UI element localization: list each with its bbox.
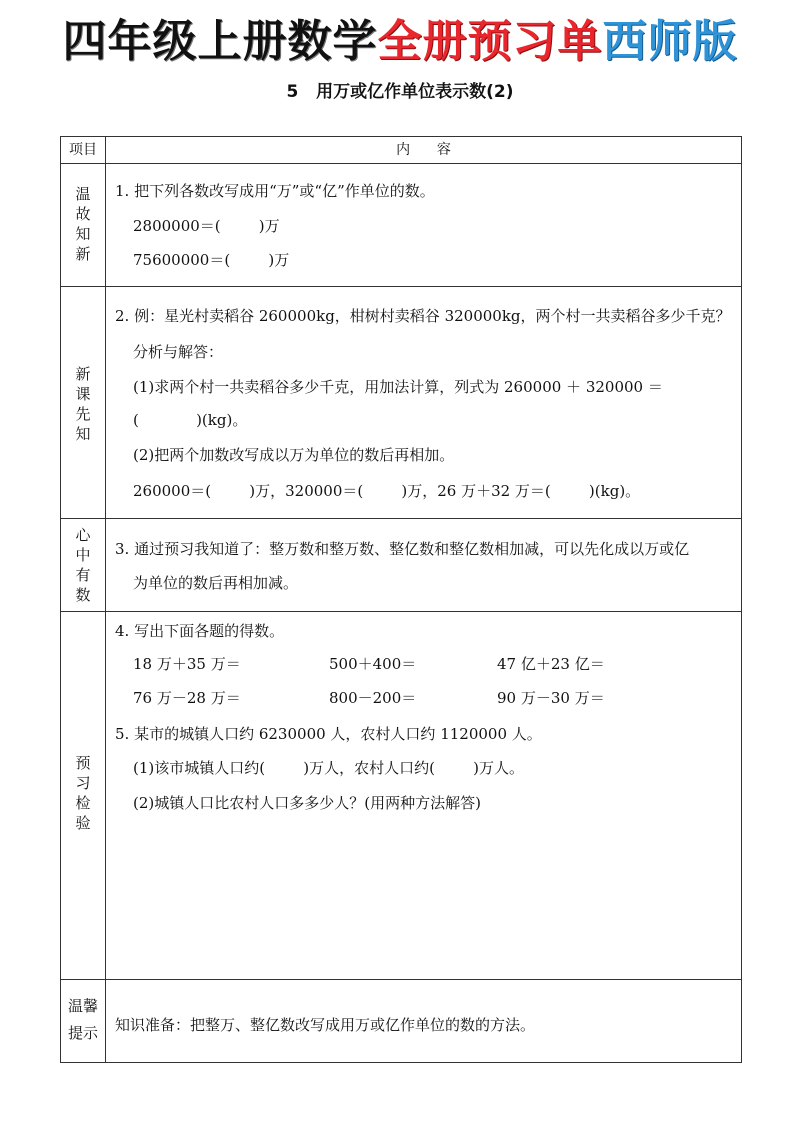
question-5: 5. 某市的城镇人口约 6230000 人，农村人口约 1120000 人。 [115,725,542,743]
question-5-part-1: (1)该市城镇人口约( )万人，农村人口约( )万人。 [133,759,524,777]
header-item: 项目 [69,142,97,158]
calc-90w-minus-30w: 90 万－30 万＝ [497,689,605,707]
section-label-new-lesson: 新 课 先 知 [75,365,91,443]
question-1: 1. 把下列各数改写成用“万”或“亿”作单位的数。 [115,182,435,200]
question-2-step-2-blanks: 260000＝( )万，320000＝( )万，26 万＋32 万＝( )(kg)。 [133,482,641,500]
question-2-step-1-blank: ( )(kg)。 [133,411,248,429]
question-4: 4. 写出下面各题的得数。 [115,622,285,640]
calc-500-plus-400: 500＋400＝ [329,655,417,673]
section-label-review: 温 故 知 新 [75,185,91,263]
calc-76w-minus-28w: 76 万－28 万＝ [133,689,241,707]
calc-800-minus-200: 800－200＝ [329,689,417,707]
row-divider [61,611,741,612]
title-edition: 西师版 [602,16,738,67]
tip-text: 知识准备：把整万、整亿数改写成用万或亿作单位的数的方法。 [115,1016,536,1034]
title-series: 全册预习单 [377,16,603,67]
row-divider [61,286,741,287]
column-divider [105,137,106,1062]
question-2-step-1: (1)求两个村一共卖稻谷多少千克，用加法计算，列式为 260000 ＋ 320000 ＝ [133,378,663,396]
row-divider [61,163,741,164]
page-title [0,10,800,74]
row-divider [61,518,741,519]
section-label-check: 预 习 检 验 [75,754,91,832]
question-2: 2. 例：星光村卖稻谷 260000kg，柑树村卖稻谷 320000kg，两个村一共卖稻谷多少千克？ [115,307,731,325]
calc-47y-plus-23y: 47 亿＋23 亿＝ [497,655,605,673]
question-2-step-2: (2)把两个加数改写成以万为单位的数后再相加。 [133,446,455,464]
question-3-continued: 为单位的数后再相加减。 [133,574,299,592]
header-content: 内 容 [396,142,451,158]
question-1-item-2: 75600000＝( )万 [133,251,290,269]
row-divider [61,979,741,980]
lesson-title: 5 用万或亿作单位表示数(2) [286,82,514,102]
worksheet-table [60,136,742,1063]
question-5-part-2: (2)城镇人口比农村人口多多少人？(用两种方法解答) [133,794,481,812]
question-3: 3. 通过预习我知道了：整万数和整万数、整亿数和整亿数相加减，可以先化成以万或亿 [115,540,690,558]
section-label-know: 心 中 有 数 [75,526,91,604]
title-grade: 四年级上册数学 [62,16,378,67]
section-label-tip: 温馨 提示 [67,997,98,1042]
question-1-item-1: 2800000＝( )万 [133,217,280,235]
question-2-analysis: 分析与解答： [133,343,224,361]
calc-18w-plus-35w: 18 万＋35 万＝ [133,655,241,673]
